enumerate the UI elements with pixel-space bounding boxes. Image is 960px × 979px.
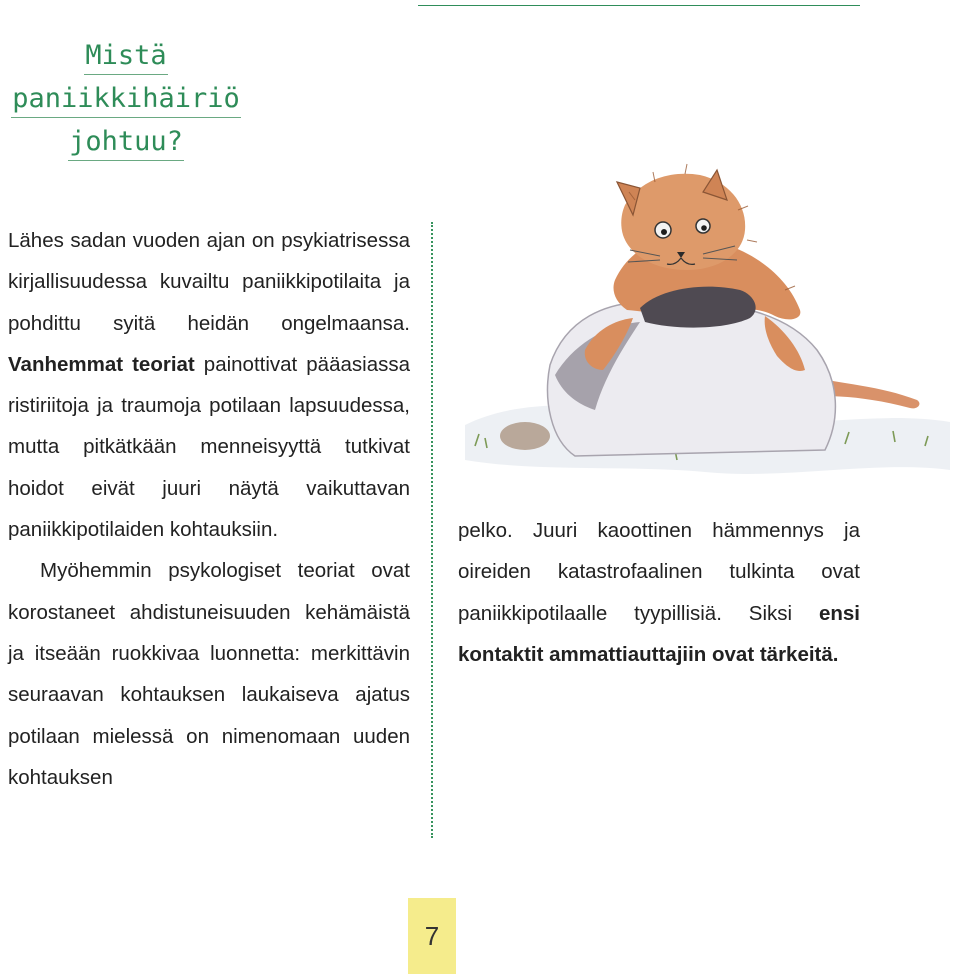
right-column — [458, 510, 860, 675]
paragraph-1-rest: painottivat pääasiassa ristiriitoja ja traumoja potilaan lapsuudessa, mutta pitkätkään menneisyyttä tutkivat hoidot eivät juuri näytä vaikuttavan paniikkipotilaiden kohtauksiin. — [8, 352, 410, 542]
top-rule — [418, 5, 860, 6]
paragraph-1-intro: Lähes sadan vuoden ajan on psykiatrisessa kirjallisuudessa kuvailtu paniikkipotilaita ja pohdittu syitä heidän ongelmaansa. — [8, 229, 410, 335]
paragraph-1 — [8, 220, 410, 550]
page-number — [408, 898, 456, 974]
title-line-3: johtuu? — [68, 124, 184, 161]
paragraph-3-emphasis: ensi kontaktit ammattiauttajiin ovat tärkeitä. — [458, 601, 860, 666]
paragraph-3 — [458, 510, 860, 675]
paragraph-2: Myöhemmin psykologiset teoriat ovat korostaneet ahdistuneisuuden kehämäistä ja itseään ruokkivaa luonnetta: merkittävin seuraavan kohtauksen laukaiseva ajatus potilaan mielessä on nimenomaan uuden kohtauksen — [8, 559, 410, 789]
page-number-text: 7 — [424, 920, 440, 951]
paragraph-3-text: pelko. Juuri kaoottinen hämmennys ja oireiden katastrofaalinen tulkinta ovat paniikkipotilaalle tyypillisiä. Siksi — [458, 519, 860, 625]
cat-illustration — [455, 160, 955, 505]
paragraph-1-emphasis: Vanhemmat teoriat — [8, 352, 195, 376]
column-divider — [431, 222, 433, 838]
title-line-1: Mistä — [84, 38, 167, 75]
page-title — [0, 34, 252, 163]
left-column — [8, 220, 410, 798]
title-line-2: paniikkihäiriö — [11, 81, 241, 118]
